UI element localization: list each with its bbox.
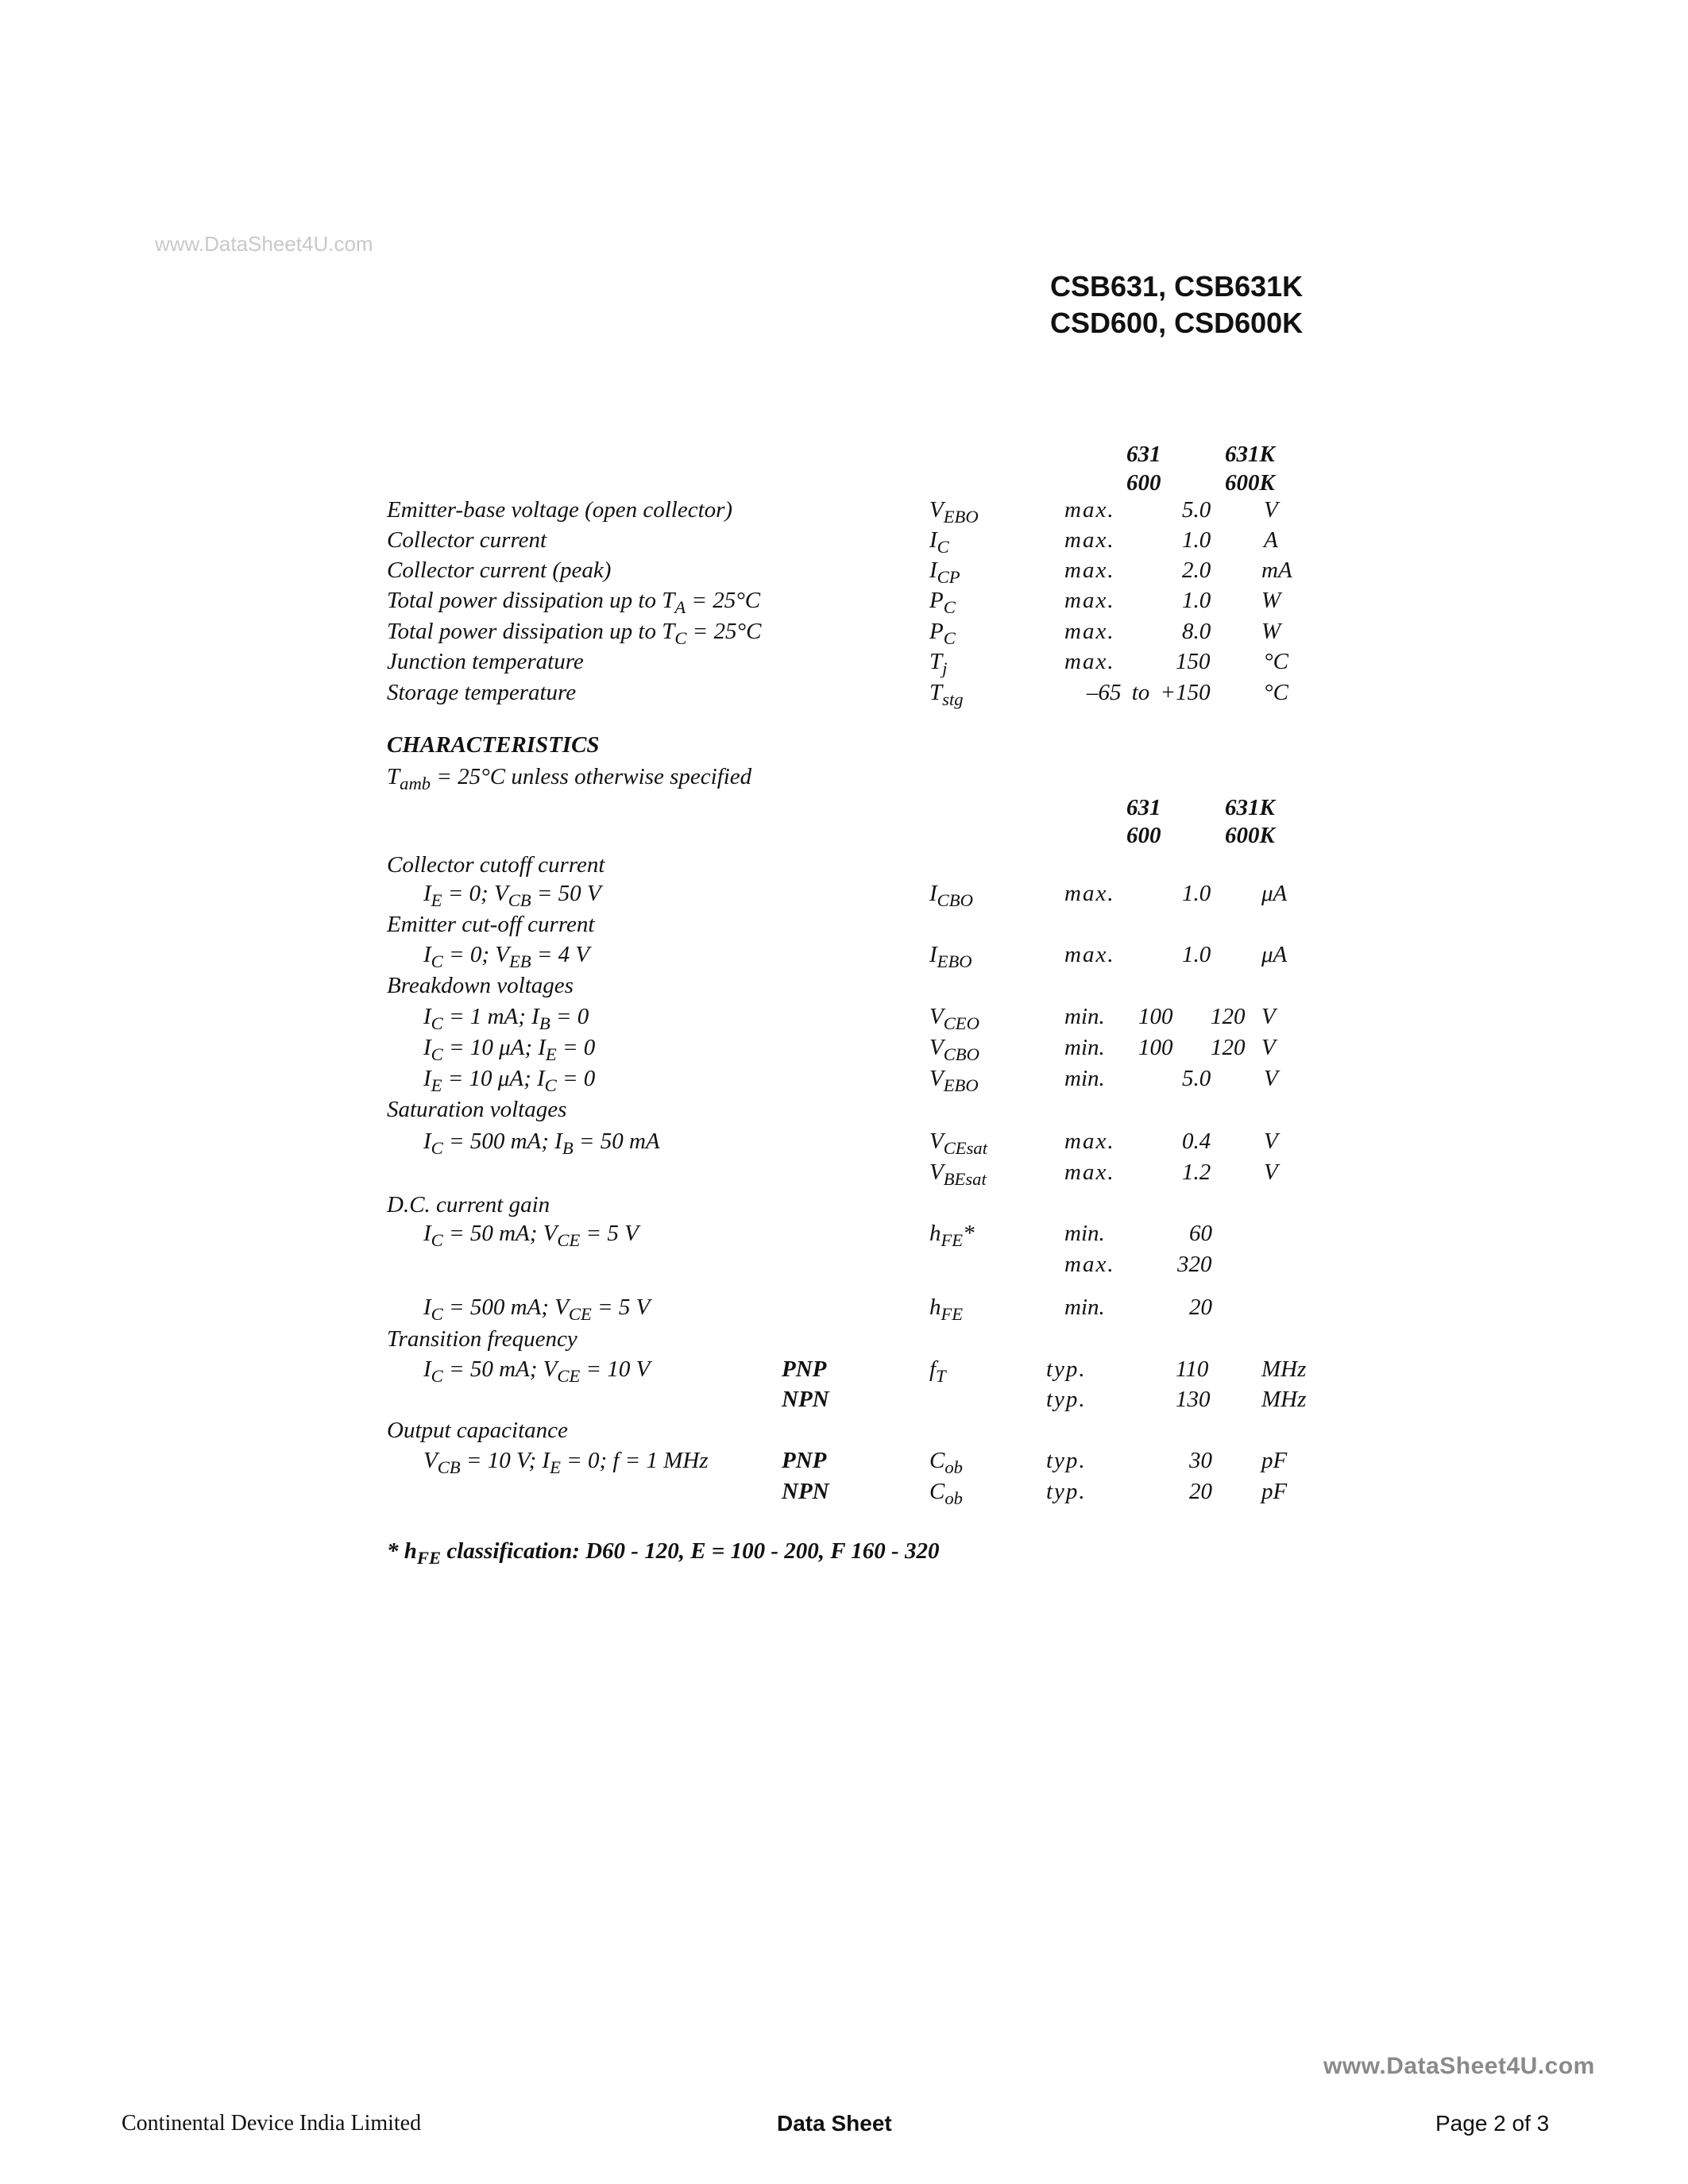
rating-param: Total power dissipation up to $T_C = 25^\circ C$ [387, 619, 762, 649]
rating-param: Emitter-base voltage (open collector) [387, 497, 733, 523]
watermark-top[interactable]: www.DataSheet4U.com [155, 232, 373, 256]
char-value: 1.0 [1182, 942, 1211, 967]
title-line-1: CSB631, CSB631K [1050, 270, 1304, 303]
char-symbol: $V_{CEO}$ [929, 1004, 979, 1034]
char-condition: $I_C = 1$ mA; $I_B = 0$ [423, 1004, 589, 1034]
char-qualifier: max. [1064, 942, 1115, 967]
char-qualifier: max. [1064, 1252, 1115, 1277]
variant-header-col2-l1: 631K [1225, 442, 1275, 467]
char-symbol: $V_{CBO}$ [929, 1035, 979, 1065]
device-type: NPN [782, 1479, 829, 1504]
rating-param: Total power dissipation up to $T_A = 25^\circ C$ [387, 588, 761, 618]
char-condition: $I_C = 500$ mA; $V_{CE} = 5$ V [423, 1295, 651, 1325]
rating-param: Collector current [387, 527, 547, 553]
char-value: 1.0 [1182, 881, 1211, 906]
char-qualifier: min. [1064, 1004, 1105, 1029]
rating-qualifier: max. [1064, 497, 1115, 523]
char-symbol: $h_{FE}*$ [929, 1221, 975, 1251]
rating-unit: °C [1264, 680, 1288, 705]
char-value: 110 [1176, 1356, 1209, 1382]
tamb-condition: $T_{amb} = 25^\circ C$ unless otherwise specified [387, 764, 752, 794]
variant-header-col2-l2: 600K [1225, 470, 1275, 496]
char-qualifier: max. [1064, 1160, 1115, 1185]
char-qualifier: min. [1064, 1035, 1105, 1060]
rating-symbol: $V_{EBO}$ [929, 497, 979, 527]
rating-param: Junction temperature [387, 649, 584, 674]
char-unit: μA [1261, 881, 1288, 906]
char-value: 5.0 [1182, 1066, 1211, 1091]
char-symbol: $I_{CBO}$ [929, 881, 973, 911]
char-value: 100 [1138, 1035, 1173, 1060]
char-label: Breakdown voltages [387, 973, 574, 998]
variant-header-col1-l2: 600 [1126, 470, 1161, 496]
char-qualifier: max. [1064, 1129, 1115, 1154]
rating-qualifier: max. [1064, 527, 1115, 553]
device-type: PNP [782, 1448, 827, 1473]
variant-header-col1-l2: 600 [1126, 823, 1161, 848]
rating-value: 8.0 [1182, 619, 1211, 644]
rating-qualifier: max. [1064, 649, 1115, 674]
char-label: Output capacitance [387, 1418, 568, 1443]
rating-unit: mA [1261, 558, 1292, 583]
rating-value: 1.0 [1182, 527, 1211, 553]
char-symbol: $V_{CEsat}$ [929, 1129, 987, 1159]
char-symbol: $C_{ob}$ [929, 1479, 963, 1509]
char-value: 130 [1176, 1387, 1211, 1412]
rating-value: –65 to +150 [1087, 680, 1211, 705]
variant-header-col2-l2: 600K [1225, 823, 1275, 848]
char-value: 20 [1189, 1295, 1212, 1320]
char-value: 20 [1189, 1479, 1212, 1504]
char-qualifier: max. [1064, 881, 1115, 906]
rating-value: 5.0 [1182, 497, 1211, 523]
char-condition: $I_E = 10$ μA; $I_C = 0$ [423, 1066, 596, 1096]
char-unit: V [1264, 1066, 1278, 1091]
rating-value: 150 [1176, 649, 1211, 674]
char-label: Emitter cut-off current [387, 912, 595, 937]
rating-unit: W [1261, 619, 1281, 644]
char-label: Saturation voltages [387, 1097, 567, 1122]
char-unit: V [1261, 1004, 1276, 1029]
title-line-2: CSD600, CSD600K [1050, 307, 1304, 339]
char-label: D.C. current gain [387, 1192, 550, 1217]
char-symbol: $C_{ob}$ [929, 1448, 963, 1478]
char-condition: $I_C = 10$ μA; $I_E = 0$ [423, 1035, 596, 1065]
char-condition: $V_{CB} = 10$ V; $I_E = 0$; f = 1 MHz [423, 1448, 709, 1478]
char-symbol: $I_{EBO}$ [929, 942, 972, 972]
char-condition: $I_C = 500$ mA; $I_B = 50$ mA [423, 1129, 660, 1159]
rating-qualifier: max. [1064, 588, 1115, 613]
rating-value: 1.0 [1182, 588, 1211, 613]
hfe-footnote: * $h_{FE}$ classification: D60 - 120, E = 100 - 200, F 160 - 320 [387, 1538, 940, 1569]
char-qualifier: typ. [1046, 1356, 1087, 1382]
rating-param: Storage temperature [387, 680, 577, 705]
char-unit: V [1264, 1129, 1278, 1154]
watermark-bottom[interactable]: www.DataSheet4U.com [1323, 2053, 1595, 2079]
char-unit: MHz [1261, 1387, 1307, 1412]
rating-symbol: $T_j$ [929, 649, 948, 679]
char-symbol: $f_T$ [929, 1356, 946, 1387]
char-value: 120 [1211, 1035, 1246, 1060]
page-number: Page 2 of 3 [1435, 2111, 1550, 2136]
char-unit: μA [1261, 942, 1288, 967]
char-value: 0.4 [1182, 1129, 1211, 1154]
char-value: 100 [1138, 1004, 1173, 1029]
char-value: 60 [1189, 1221, 1212, 1246]
char-unit: MHz [1261, 1356, 1307, 1382]
char-symbol: $V_{BEsat}$ [929, 1160, 987, 1190]
char-value: 30 [1189, 1448, 1212, 1473]
rating-unit: V [1264, 497, 1278, 523]
char-condition: $I_E = 0$; $V_{CB} = 50$ V [423, 881, 601, 911]
char-qualifier: typ. [1046, 1479, 1087, 1504]
rating-unit: °C [1264, 649, 1288, 674]
char-condition: $I_C = 0$; $V_{EB} = 4$ V [423, 942, 590, 972]
char-unit: pF [1261, 1479, 1288, 1504]
rating-param: Collector current (peak) [387, 558, 612, 583]
rating-symbol: $I_C$ [929, 527, 949, 558]
char-label: Collector cutoff current [387, 852, 605, 878]
char-condition: $I_C = 50$ mA; $V_{CE} = 5$ V [423, 1221, 639, 1251]
char-label: Transition frequency [387, 1326, 577, 1352]
rating-symbol: $P_C$ [929, 619, 956, 649]
rating-unit: W [1261, 588, 1281, 613]
device-type: PNP [782, 1356, 827, 1382]
variant-header-col2-l1: 631K [1225, 795, 1275, 820]
rating-qualifier: max. [1064, 558, 1115, 583]
document-title [1050, 268, 1303, 341]
variant-header-col1-l1: 631 [1126, 442, 1161, 467]
char-value: 1.2 [1182, 1160, 1211, 1185]
rating-value: 2.0 [1182, 558, 1211, 583]
char-unit: pF [1261, 1448, 1288, 1473]
variant-header-col1-l1: 631 [1126, 795, 1161, 820]
char-unit: V [1261, 1035, 1276, 1060]
char-qualifier: min. [1064, 1295, 1105, 1320]
char-value: 320 [1177, 1252, 1212, 1277]
char-qualifier: typ. [1046, 1448, 1087, 1473]
rating-symbol: $I_{CP}$ [929, 558, 960, 588]
footer-company: Continental Device India Limited [122, 2111, 422, 2136]
char-qualifier: min. [1064, 1066, 1105, 1091]
rating-qualifier: max. [1064, 619, 1115, 644]
char-condition: $I_C = 50$ mA; $V_{CE} = 10$ V [423, 1356, 651, 1387]
char-qualifier: typ. [1046, 1387, 1087, 1412]
char-qualifier: min. [1064, 1221, 1105, 1246]
characteristics-heading: CHARACTERISTICS [387, 732, 600, 758]
char-value: 120 [1211, 1004, 1246, 1029]
device-type: NPN [782, 1387, 829, 1412]
rating-unit: A [1264, 527, 1278, 553]
rating-symbol: $T_{stg}$ [929, 680, 964, 710]
char-unit: V [1264, 1160, 1278, 1185]
char-symbol: $h_{FE}$ [929, 1295, 964, 1325]
rating-symbol: $P_C$ [929, 588, 956, 618]
footer-label: Data Sheet [777, 2111, 892, 2136]
char-symbol: $V_{EBO}$ [929, 1066, 979, 1096]
